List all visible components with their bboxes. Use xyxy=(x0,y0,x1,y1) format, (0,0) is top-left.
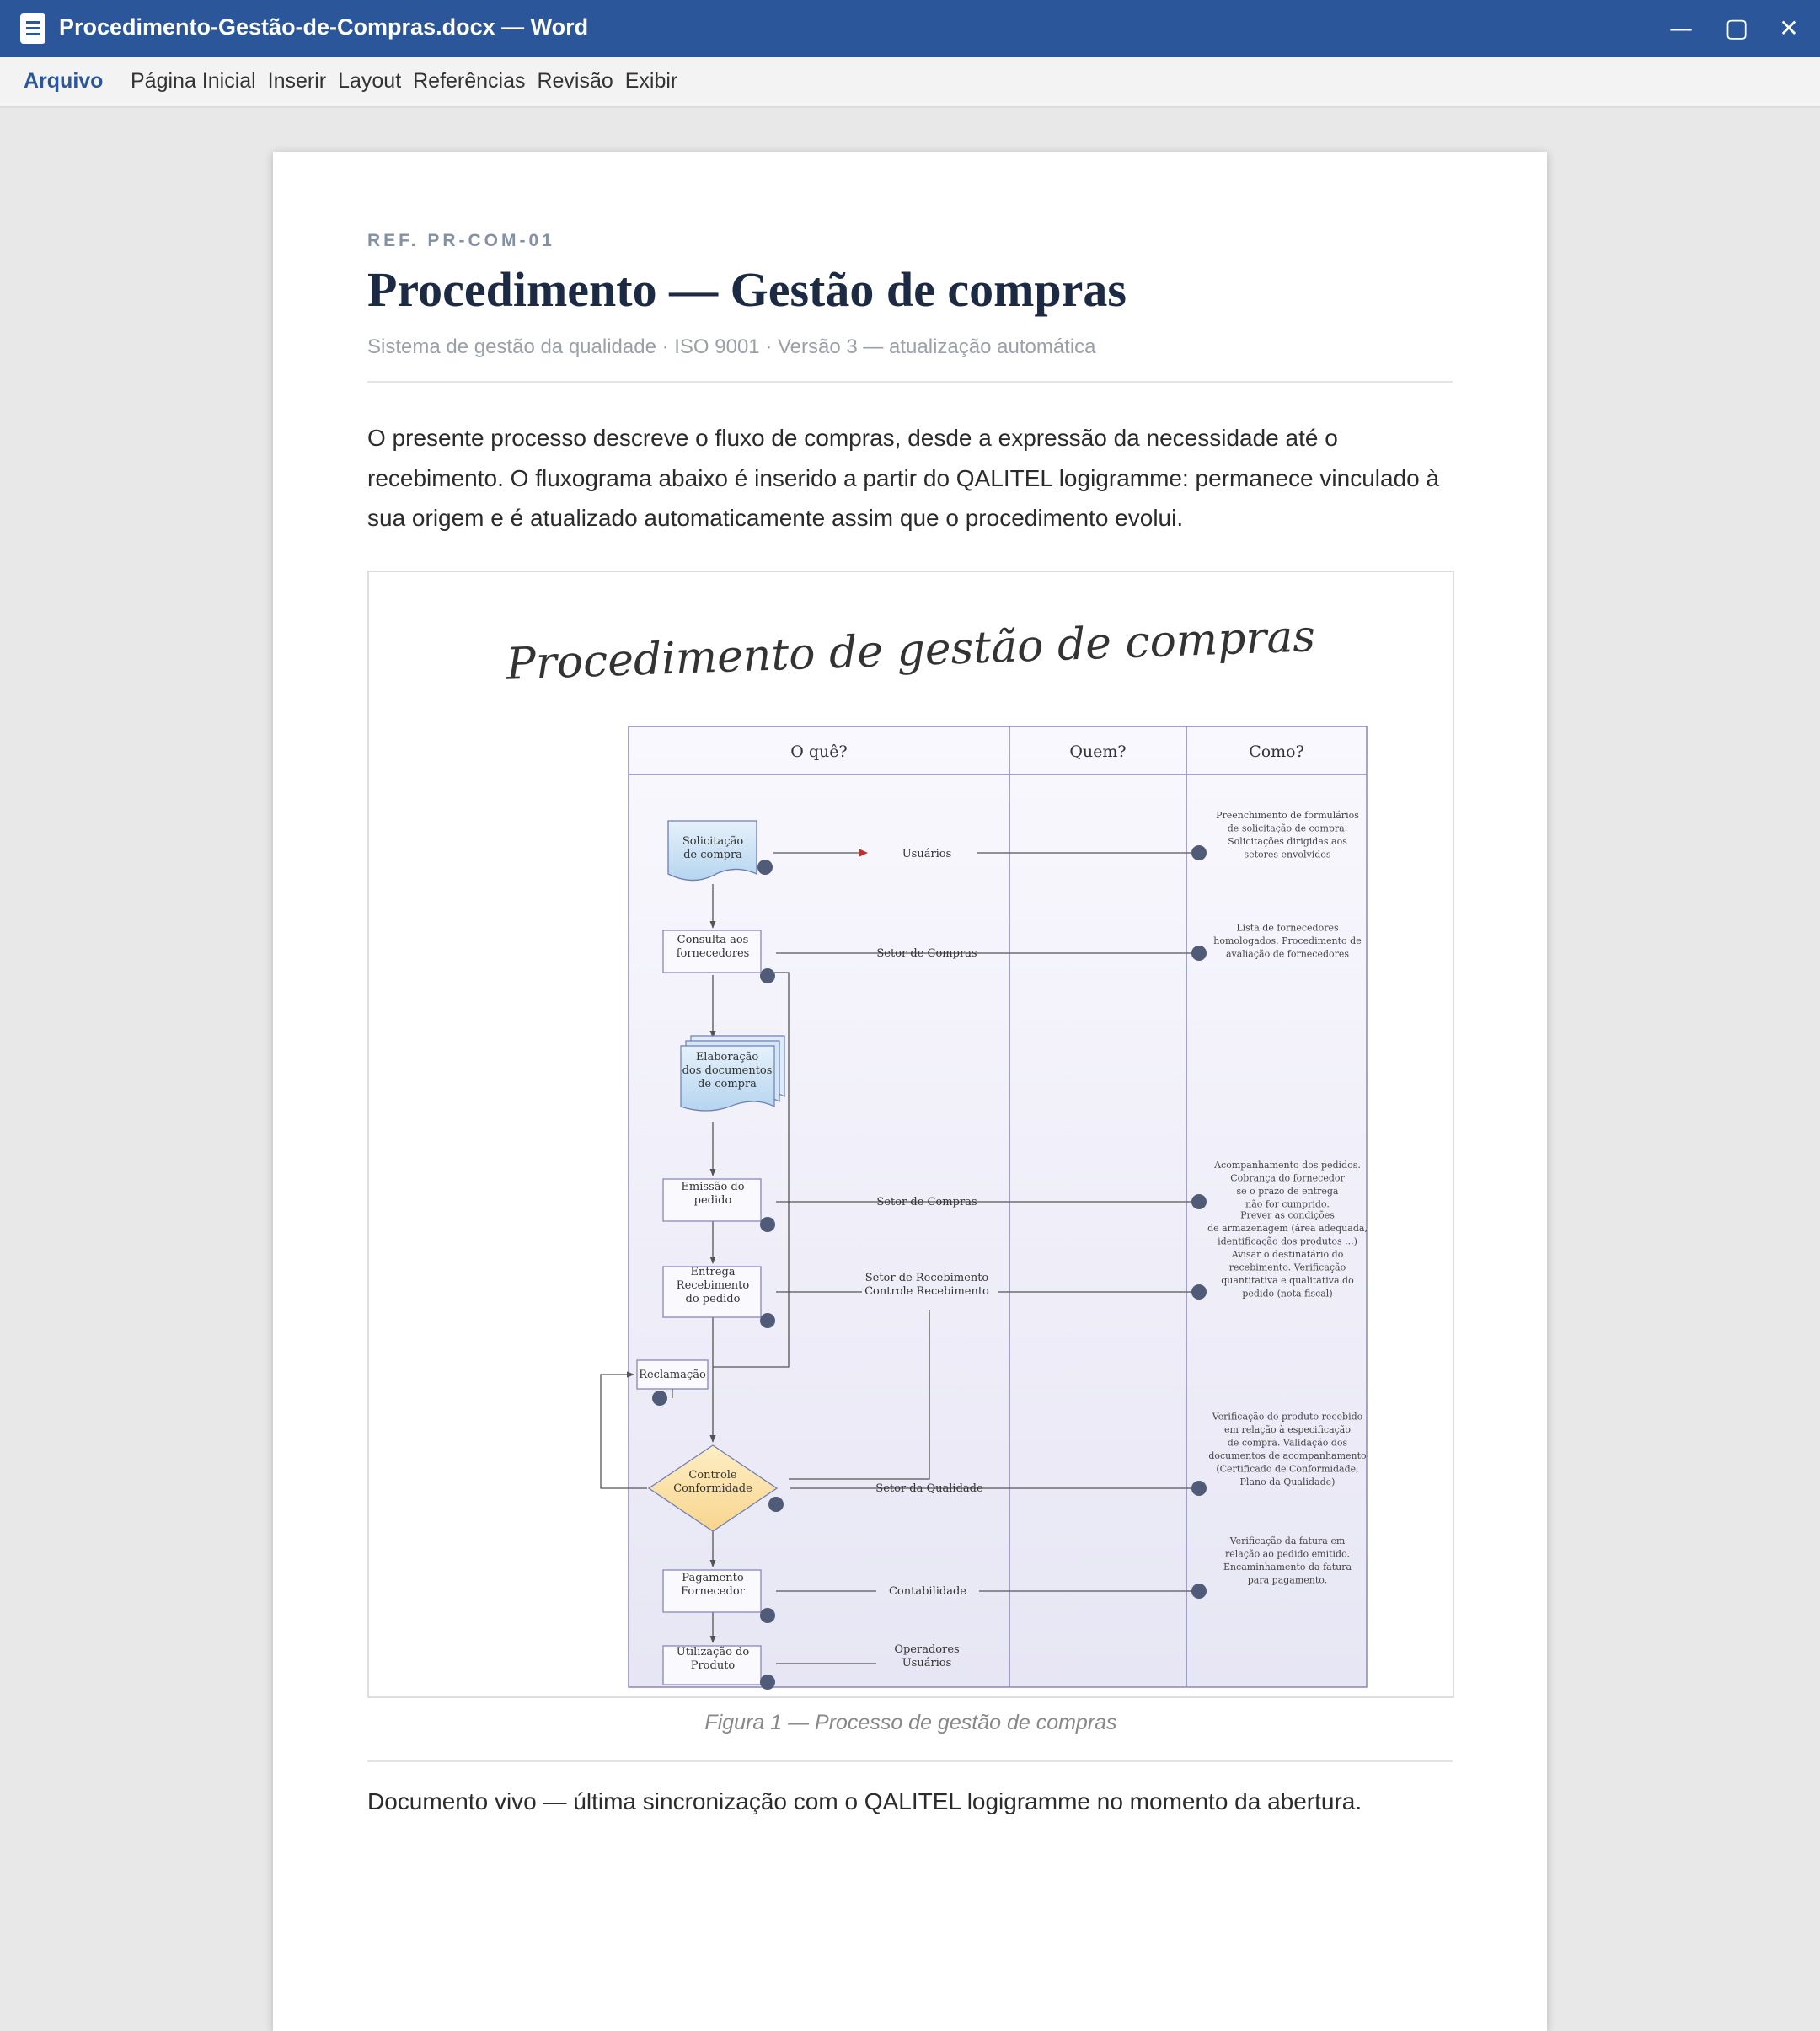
figure-caption: Figura 1 — Processo de gestão de compras xyxy=(704,1711,1117,1734)
step-label-what: Utilização do Produto xyxy=(676,1646,750,1672)
column-header-how: Como? xyxy=(1249,742,1304,761)
step-label-who: Usuários xyxy=(902,848,952,860)
window-title: Procedimento-Gestão-de-Compras.docx — Word xyxy=(59,14,589,40)
step-label-what: Entrega Recebimento do pedido xyxy=(676,1266,750,1305)
maximize-button[interactable]: ▢ xyxy=(1724,13,1749,43)
divider xyxy=(367,381,1453,383)
step-label-what: Emissão do pedido xyxy=(681,1181,745,1207)
close-button[interactable]: ✕ xyxy=(1779,14,1799,42)
step-label-what: Reclamação xyxy=(639,1369,706,1381)
divider xyxy=(367,1760,1453,1762)
step-label-what: Controle Conformidade xyxy=(673,1469,752,1495)
flowchart-title: Procedimento de gestão de compras xyxy=(505,611,1316,690)
menu-view[interactable]: Exibir xyxy=(624,69,678,93)
step-label-who: Setor da Qualidade xyxy=(875,1482,983,1495)
flowchart-diagram xyxy=(369,572,1453,1696)
step-label-what: Consulta aos fornecedores xyxy=(676,934,750,960)
step-label-what: Elaboração dos documentos de compra xyxy=(682,1051,773,1091)
menu-layout[interactable]: Layout xyxy=(338,69,402,93)
menu-home[interactable]: Página Inicial xyxy=(131,69,256,93)
intro-paragraph: O presente processo descreve o fluxo de compras, desde a expressão da necessidade até o recebimento. O fluxograma abaixo é inserido a partir do QALITEL logigramme: permanece vinculado à sua origem e é atualizado automaticamente assim que o procedimento evolui. xyxy=(367,425,1440,531)
step-label-what: Solicitação de compra xyxy=(682,835,744,861)
step-label-who: Setor de Compras xyxy=(876,1196,977,1208)
menu-insert[interactable]: Inserir xyxy=(267,69,327,93)
column-header-who: Quem? xyxy=(1069,742,1127,761)
step-label-how: Prever as condições de armazenagem (área adequada, identificação dos produtos ...) Avisar o destinatário do recebimento. Verificação quantitativa e qualitativa do pedido (nota fiscal) xyxy=(1207,1209,1368,1300)
step-label-how: Verificação do produto recebido em relação à especificação de compra. Validação dos documentos de acompanhamento (Certificado de Conformidade, Plano da Qualidade) xyxy=(1208,1411,1367,1487)
ribbon-menu xyxy=(0,57,1820,108)
step-label-what: Pagamento Fornecedor xyxy=(681,1572,745,1598)
step-label-who: Setor de Compras xyxy=(876,947,977,960)
step-label-who: Setor de Recebimento Controle Recebimento xyxy=(864,1272,989,1298)
footer-note: Documento vivo — última sincronização com o QALITEL logigramme no momento da abertura. xyxy=(367,1788,1362,1814)
step-label-who: Operadores Usuários xyxy=(894,1643,960,1669)
step-label-how: Preenchimento de formulários de solicitação de compra. Solicitações dirigidas aos setores envolvidos xyxy=(1216,809,1359,860)
step-label-who: Contabilidade xyxy=(888,1585,967,1598)
word-document-icon xyxy=(20,13,46,44)
menu-file[interactable]: Arquivo xyxy=(24,69,104,93)
menu-references[interactable]: Referências xyxy=(413,69,526,93)
document-title: Procedimento — Gestão de compras xyxy=(367,262,1127,317)
step-label-how: Acompanhamento dos pedidos. Cobrança do fornecedor se o prazo de entrega não for cumprido. xyxy=(1214,1159,1361,1210)
step-label-how: Lista de fornecedores homologados. Procedimento de avaliação de fornecedores xyxy=(1213,922,1362,960)
minimize-button[interactable]: — xyxy=(1669,14,1693,42)
step-label-how: Verificação da fatura em relação ao pedido emitido. Encaminhamento da fatura para pagamento. xyxy=(1223,1535,1352,1586)
document-subtitle: Sistema de gestão da qualidade · ISO 9001 · Versão 3 — atualização automática xyxy=(367,335,1096,358)
document-page[interactable] xyxy=(273,152,1547,2031)
document-reference: REF. PR-COM-01 xyxy=(367,231,555,250)
column-header-what: O quê? xyxy=(790,742,848,761)
embedded-flowchart[interactable] xyxy=(367,571,1454,1698)
menu-review[interactable]: Revisão xyxy=(537,69,613,93)
title-bar xyxy=(0,0,1820,57)
